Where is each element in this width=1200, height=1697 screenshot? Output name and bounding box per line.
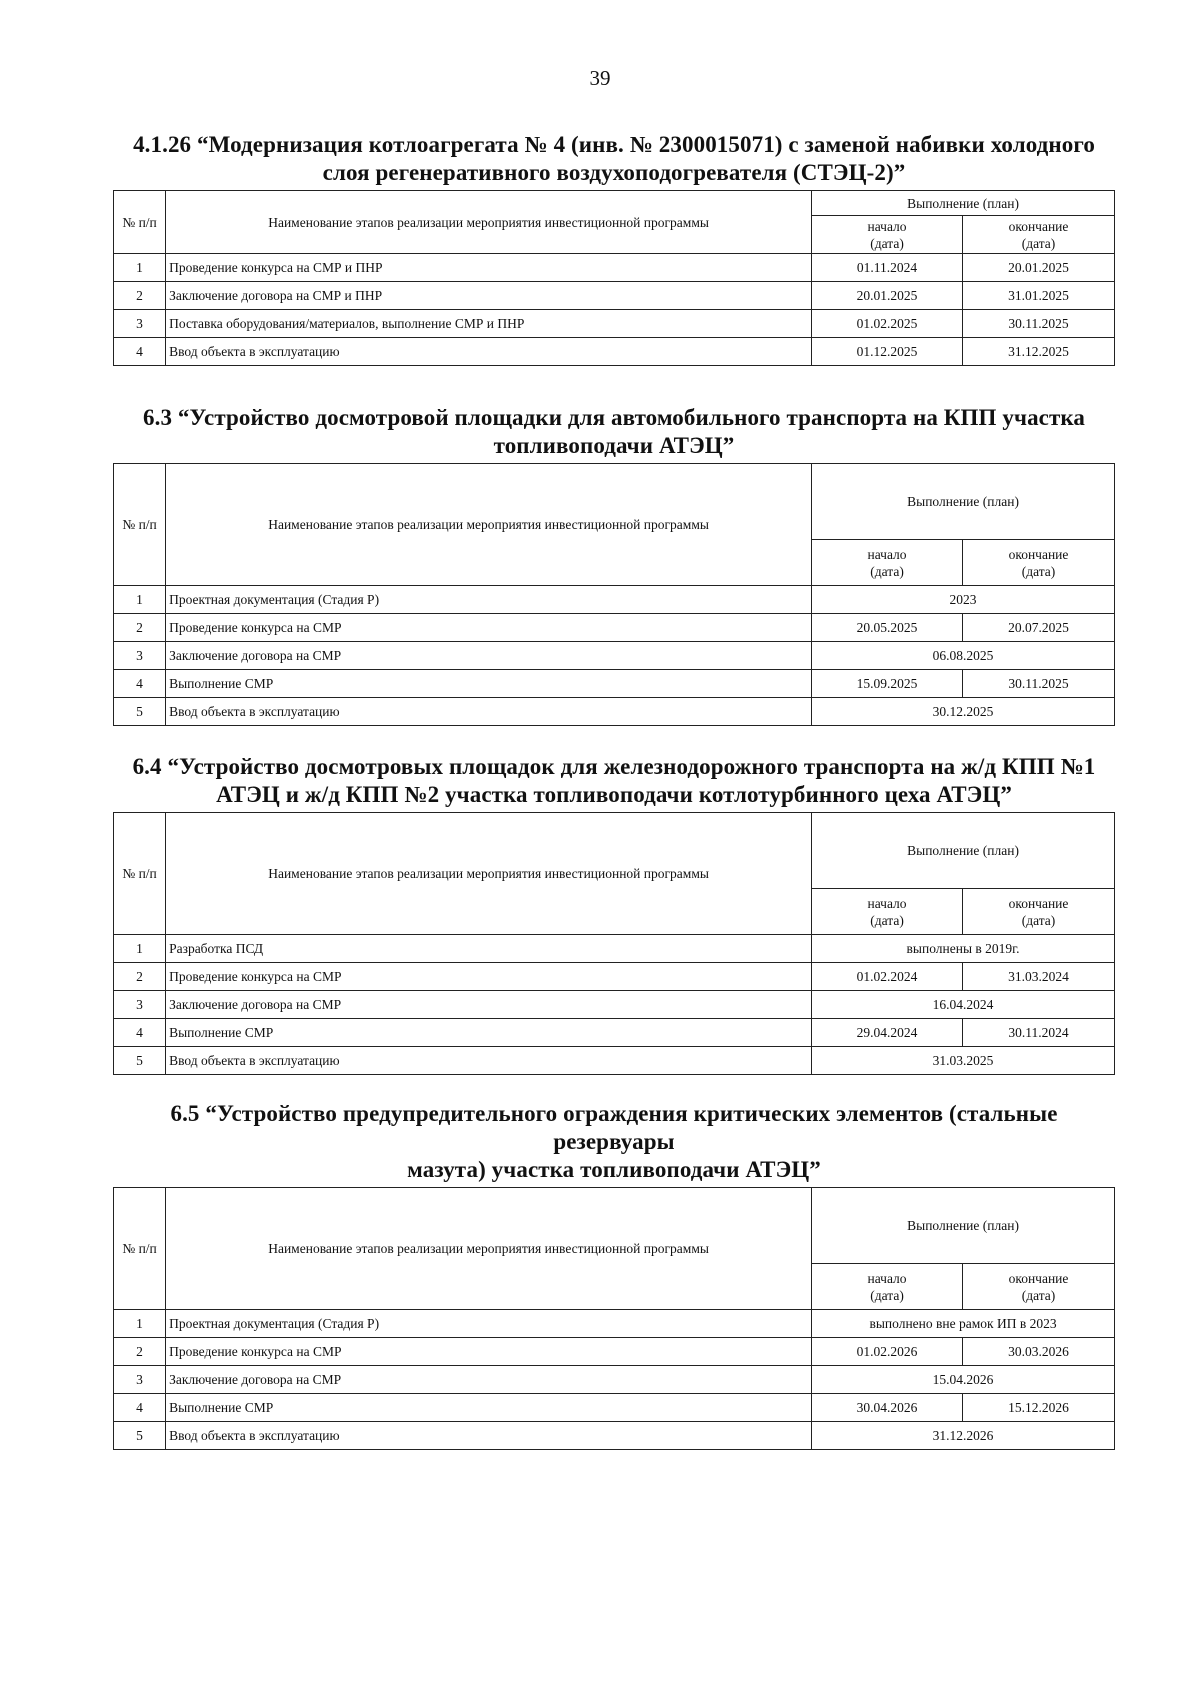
row-period: 2023 (812, 586, 1115, 614)
row-num: 5 (114, 1422, 166, 1450)
row-end: 30.03.2026 (962, 1338, 1114, 1366)
row-start: 30.04.2026 (812, 1394, 963, 1422)
row-stage: Поставка оборудования/материалов, выполнение СМР и ПНР (166, 310, 812, 338)
section-6-5 (113, 1100, 1115, 1450)
header-start (812, 540, 963, 586)
header-num: № п/п (114, 813, 166, 935)
header-execution: Выполнение (план) (812, 1188, 1115, 1264)
table-row (114, 1394, 1115, 1422)
header-end-date: (дата) (1021, 912, 1056, 928)
row-start: 15.09.2025 (812, 670, 963, 698)
row-end: 30.11.2025 (962, 670, 1114, 698)
row-num: 1 (114, 1310, 166, 1338)
row-num: 5 (114, 698, 166, 726)
header-execution: Выполнение (план) (812, 813, 1115, 889)
row-num: 1 (114, 254, 166, 282)
header-execution: Выполнение (план) (812, 464, 1115, 540)
row-start: 01.02.2026 (812, 1338, 963, 1366)
row-stage: Ввод объекта в эксплуатацию (166, 1047, 812, 1075)
row-num: 4 (114, 1394, 166, 1422)
row-num: 5 (114, 1047, 166, 1075)
row-num: 3 (114, 1366, 166, 1394)
header-start-date: (дата) (870, 563, 904, 579)
section-title (113, 753, 1115, 809)
row-num: 2 (114, 282, 166, 310)
row-stage: Выполнение СМР (166, 670, 812, 698)
row-num: 2 (114, 614, 166, 642)
section-title-line-2: слоя регенеративного воздухоподогревателя (СТЭЦ-2)” (322, 160, 906, 185)
row-end: 30.11.2025 (962, 310, 1114, 338)
row-stage: Ввод объекта в эксплуатацию (166, 1422, 812, 1450)
row-end: 31.03.2024 (962, 963, 1114, 991)
table-row (114, 642, 1115, 670)
table-row (114, 1019, 1115, 1047)
row-end: 31.01.2025 (962, 282, 1114, 310)
section-title-line-2: АТЭЦ и ж/д КПП №2 участка топливоподачи котлотурбинного цеха АТЭЦ” (216, 782, 1012, 807)
row-period: 31.03.2025 (812, 1047, 1115, 1075)
section-title (113, 131, 1115, 187)
section-6-3 (113, 404, 1115, 726)
row-num: 4 (114, 338, 166, 366)
row-start: 01.12.2025 (812, 338, 963, 366)
row-num: 4 (114, 1019, 166, 1047)
row-num: 1 (114, 935, 166, 963)
header-start-label: начало (867, 895, 907, 911)
header-end-label: окончание (1008, 546, 1069, 562)
row-period: выполнены в 2019г. (812, 935, 1115, 963)
row-period: 31.12.2026 (812, 1422, 1115, 1450)
row-stage: Проведение конкурса на СМР и ПНР (166, 254, 812, 282)
table-row (114, 310, 1115, 338)
section-title-line-1: 6.3 “Устройство досмотровой площадки для автомобильного транспорта на КПП участка (143, 405, 1085, 430)
table-row (114, 1310, 1115, 1338)
table-row (114, 254, 1115, 282)
header-start (812, 1264, 963, 1310)
header-end-label: окончание (1008, 218, 1069, 234)
table-row (114, 963, 1115, 991)
header-end-date: (дата) (1021, 563, 1056, 579)
header-num: № п/п (114, 1188, 166, 1310)
row-stage: Выполнение СМР (166, 1019, 812, 1047)
header-end-date: (дата) (1021, 235, 1056, 251)
table-row (114, 1422, 1115, 1450)
row-start: 01.11.2024 (812, 254, 963, 282)
row-start: 29.04.2024 (812, 1019, 963, 1047)
row-end: 20.01.2025 (962, 254, 1114, 282)
header-num: № п/п (114, 191, 166, 254)
header-start-date: (дата) (870, 1287, 904, 1303)
section-title (113, 1100, 1115, 1184)
header-end (962, 1264, 1114, 1310)
row-start: 20.01.2025 (812, 282, 963, 310)
row-stage: Проведение конкурса на СМР (166, 614, 812, 642)
header-end (962, 889, 1114, 935)
row-stage: Проектная документация (Стадия Р) (166, 1310, 812, 1338)
header-stage-name: Наименование этапов реализации мероприятия инвестиционной программы (166, 813, 812, 935)
page-number: 39 (589, 66, 611, 90)
section-title (113, 404, 1115, 460)
row-stage: Ввод объекта в эксплуатацию (166, 338, 812, 366)
header-end-label: окончание (1008, 895, 1069, 911)
row-start: 01.02.2025 (812, 310, 963, 338)
row-num: 2 (114, 1338, 166, 1366)
section-title-line-1: 4.1.26 “Модернизация котлоагрегата № 4 (инв. № 2300015071) с заменой набивки холодного (133, 132, 1095, 157)
header-start-date: (дата) (870, 235, 904, 251)
row-end: 30.11.2024 (962, 1019, 1114, 1047)
table-row (114, 586, 1115, 614)
row-stage: Выполнение СМР (166, 1394, 812, 1422)
row-num: 1 (114, 586, 166, 614)
header-end-label: окончание (1008, 1270, 1069, 1286)
section-4-1-26 (113, 131, 1115, 366)
row-end: 15.12.2026 (962, 1394, 1114, 1422)
row-stage: Заключение договора на СМР (166, 991, 812, 1019)
header-start (812, 216, 963, 254)
table-row (114, 1047, 1115, 1075)
header-end (962, 540, 1114, 586)
row-end: 31.12.2025 (962, 338, 1114, 366)
row-stage: Проектная документация (Стадия Р) (166, 586, 812, 614)
row-num: 3 (114, 991, 166, 1019)
table-row (114, 1338, 1115, 1366)
schedule-table (113, 463, 1115, 726)
row-stage: Проведение конкурса на СМР (166, 963, 812, 991)
schedule-table (113, 1187, 1115, 1450)
row-period: 30.12.2025 (812, 698, 1115, 726)
table-row (114, 935, 1115, 963)
table-row (114, 338, 1115, 366)
table-row (114, 1366, 1115, 1394)
row-period: 06.08.2025 (812, 642, 1115, 670)
header-start-label: начало (867, 1270, 907, 1286)
header-start-label: начало (867, 546, 907, 562)
header-end (962, 216, 1114, 254)
row-stage: Проведение конкурса на СМР (166, 1338, 812, 1366)
row-stage: Ввод объекта в эксплуатацию (166, 698, 812, 726)
header-end-date: (дата) (1021, 1287, 1056, 1303)
row-num: 3 (114, 310, 166, 338)
section-title-line-2: мазута) участка топливоподачи АТЭЦ” (407, 1157, 821, 1182)
row-stage: Разработка ПСД (166, 935, 812, 963)
row-period: выполнено вне рамок ИП в 2023 (812, 1310, 1115, 1338)
header-start-label: начало (867, 218, 907, 234)
table-row (114, 698, 1115, 726)
table-row (114, 991, 1115, 1019)
row-start: 01.02.2024 (812, 963, 963, 991)
header-num: № п/п (114, 464, 166, 586)
header-stage-name: Наименование этапов реализации мероприятия инвестиционной программы (166, 1188, 812, 1310)
row-stage: Заключение договора на СМР и ПНР (166, 282, 812, 310)
table-row (114, 670, 1115, 698)
header-start-date: (дата) (870, 912, 904, 928)
section-6-4 (113, 753, 1115, 1075)
row-stage: Заключение договора на СМР (166, 642, 812, 670)
schedule-table (113, 812, 1115, 1075)
row-period: 15.04.2026 (812, 1366, 1115, 1394)
header-execution: Выполнение (план) (812, 191, 1115, 216)
header-stage-name: Наименование этапов реализации мероприятия инвестиционной программы (166, 464, 812, 586)
row-num: 2 (114, 963, 166, 991)
header-stage-name: Наименование этапов реализации мероприятия инвестиционной программы (166, 191, 812, 254)
row-stage: Заключение договора на СМР (166, 1366, 812, 1394)
section-title-line-1: 6.5 “Устройство предупредительного ограждения критических элементов (стальные резервуары (170, 1101, 1058, 1154)
row-end: 20.07.2025 (962, 614, 1114, 642)
schedule-table (113, 190, 1115, 366)
row-start: 20.05.2025 (812, 614, 963, 642)
section-title-line-1: 6.4 “Устройство досмотровых площадок для железнодорожного транспорта на ж/д КПП №1 (132, 754, 1096, 779)
row-num: 3 (114, 642, 166, 670)
row-num: 4 (114, 670, 166, 698)
section-title-line-2: топливоподачи АТЭЦ” (493, 433, 735, 458)
header-start (812, 889, 963, 935)
table-row (114, 614, 1115, 642)
row-period: 16.04.2024 (812, 991, 1115, 1019)
table-row (114, 282, 1115, 310)
